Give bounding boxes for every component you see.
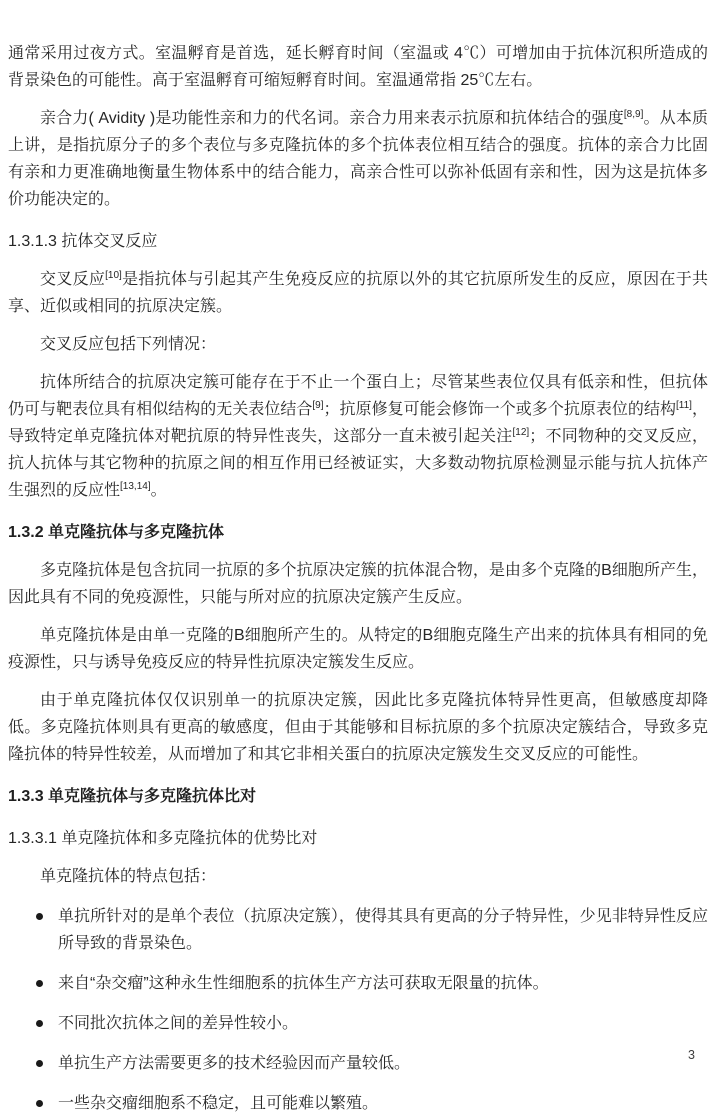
paragraph	[8, 687, 708, 768]
bullet-item	[8, 903, 708, 957]
subsection-heading	[8, 228, 708, 255]
bullet-item	[8, 970, 708, 997]
text-run: 由于单克隆抗体仅仅识别单一的抗原决定簇，因此比多克隆抗体特异性更高，但敏感度却降低。多克隆抗体则具有更高的敏感度，但由于其能够和目标抗原的多个抗原决定簇结合，导致多克隆抗体的特异性较差，从而增加了和其它非相关蛋白的抗原决定簇发生交叉反应的可能性。	[8, 692, 708, 763]
text-run: 通常采用过夜方式。室温孵育是首选，延长孵育时间（室温或 4℃）可增加由于抗体沉积所造成的背景染色的可能性。高于室温孵育可缩短孵育时间。室温通常指 25℃左右。	[8, 45, 708, 89]
bullet-icon	[36, 1100, 43, 1107]
bullet-icon	[36, 1060, 43, 1067]
bullet-text	[58, 1050, 708, 1077]
text-run: 1.3.3 单克隆抗体与多克隆抗体比对	[8, 788, 257, 805]
paragraph	[8, 105, 708, 213]
text-run: 一些杂交瘤细胞系不稳定，且可能难以繁殖。	[58, 1095, 379, 1112]
text-run: 不同批次抗体之间的差异性较小。	[58, 1015, 299, 1032]
bullet-text	[58, 1010, 708, 1037]
page-number: 3	[688, 1048, 695, 1062]
text-run: 1.3.3.1 单克隆抗体和多克隆抗体的优势比对	[8, 830, 318, 847]
paragraph	[8, 369, 708, 504]
text-run: 多克隆抗体是包含抗同一抗原的多个抗原决定簇的抗体混合物，是由多个克隆的B细胞所产生，因此具有不同的免疫源性，只能与所对应的抗原决定簇产生反应。	[8, 562, 708, 606]
bullet-item	[8, 1050, 708, 1077]
citation-superscript: [11]	[676, 400, 692, 411]
bullet-item	[8, 1090, 708, 1117]
citation-superscript: [12]	[512, 427, 530, 438]
text-run: 单抗所针对的是单个表位（抗原决定簇），使得其具有更高的分子特异性，少见非特异性反应所导致的背景染色。	[58, 908, 708, 952]
bullet-icon	[36, 913, 43, 920]
text-run: 单克隆抗体是由单一克隆的B细胞所产生的。从特定的B细胞克隆生产出来的抗体具有相同的免疫源性，只与诱导免疫反应的特异性抗原决定簇发生反应。	[8, 627, 708, 671]
text-run: 交叉反应包括下列情况：	[40, 336, 217, 353]
text-run: 来自“杂交瘤”这种永生性细胞系的抗体生产方法可获取无限量的抗体。	[58, 975, 549, 992]
subsection-heading	[8, 825, 708, 852]
bullet-text	[58, 903, 708, 957]
bullet-icon	[36, 980, 43, 987]
text-run: 单抗生产方法需要更多的技术经验因而产量较低。	[58, 1055, 411, 1072]
paragraph	[8, 863, 708, 890]
text-run: 1.3.2 单克隆抗体与多克隆抗体	[8, 524, 225, 541]
text-run: 1.3.1.3 抗体交叉反应	[8, 233, 158, 250]
paragraph	[8, 557, 708, 611]
text-run: 。从本质上讲，是指抗原分子的多个表位与多克隆抗体的多个抗体表位相互结合的强度。抗体的亲合力比固有亲和力更准确地衡量生物体系中的结合能力，高亲合性可以弥补低固有亲和性，因为这是抗体多价功能决定的。	[8, 110, 708, 208]
text-run: ；抗原修复可能会修饰一个或多个抗原表位的结构	[323, 401, 676, 418]
text-run: 是指抗体与引起其产生免疫反应的抗原以外的其它抗原所发生的反应，原因在于共享、近似或相同的抗原决定簇。	[8, 271, 708, 315]
text-run: ；不同物种的交叉反应，抗人抗体与其它物种的抗原之间的相互作用已经被证实，大多数动物抗原检测显示能与抗人抗体产生强烈的反应性	[8, 428, 708, 499]
citation-superscript: [9]	[312, 400, 324, 411]
text-run: 。	[150, 482, 167, 499]
citation-superscript: [8,9]	[623, 109, 644, 120]
citation-superscript: [13,14]	[120, 481, 151, 492]
bullet-icon	[36, 1020, 43, 1027]
bullet-text	[58, 1090, 708, 1117]
citation-superscript: [10]	[105, 270, 122, 281]
paragraph	[8, 40, 708, 94]
bullet-text	[58, 970, 708, 997]
bullet-item	[8, 1010, 708, 1037]
text-run: 抗体所结合的抗原决定簇可能存在于不止一个蛋白上；尽管某些表位仅具有低亲和性，但抗体仍可与靶表位具有相似结构的无关表位结合	[8, 374, 708, 418]
paragraph	[8, 331, 708, 358]
paragraph	[8, 266, 708, 320]
section-heading	[8, 519, 708, 546]
text-run: 交叉反应	[40, 271, 106, 288]
text-run: ，导致特定单克隆抗体对靶抗原的特异性丧失，这部分一直未被引起关注	[8, 401, 708, 445]
paragraph	[8, 622, 708, 676]
text-run: 单克隆抗体的特点包括：	[40, 868, 217, 885]
text-run: 亲合力( Avidity )是功能性亲和力的代名词。亲合力用来表示抗原和抗体结合的强度	[40, 110, 624, 127]
section-heading	[8, 783, 708, 810]
